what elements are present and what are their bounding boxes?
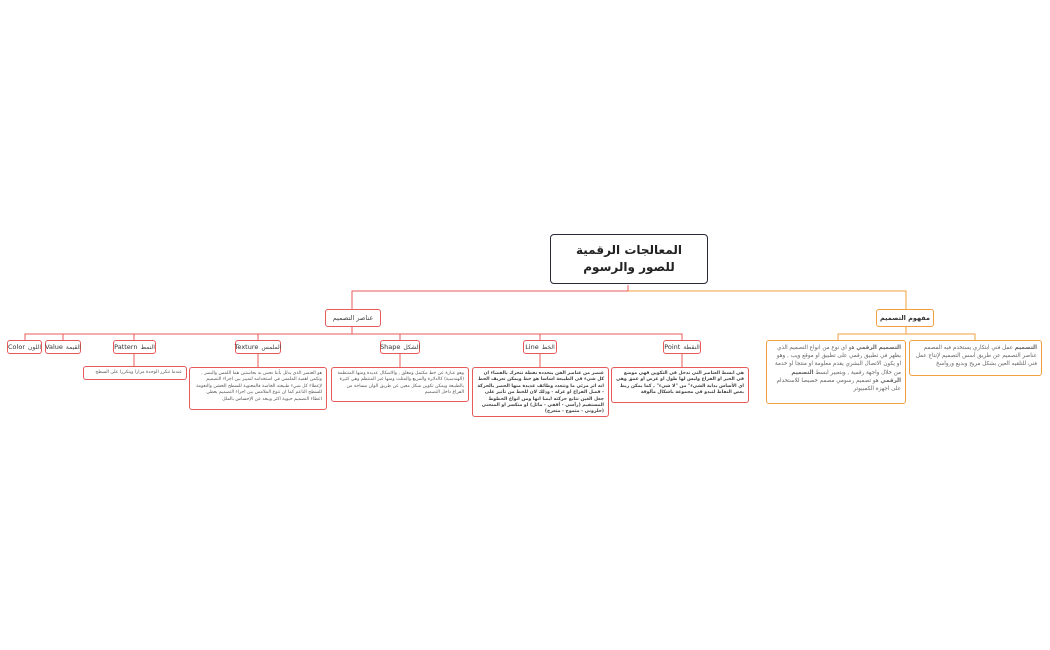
- item-value-en: Value: [45, 343, 63, 351]
- desc-design-lead: التصميم: [1014, 345, 1037, 351]
- desc-texture: هو العنصر الذي يدلل بأننا نحس به بحاستين هما اللمس والبصر , وتكمن اهمية الملمس في استخدامه لتمييز بين اجزاء التصميم لإعطاء كل شيء طبيعته الخاصة فالمعنوية للسطح الخشن والنعومة للسطح الناعم كما ان تنوع الملامس بين اجزاء التصميم يعطي اعطاء التصميم حيوية اكثر ويبعد عن الإحساس بالملل: [189, 367, 327, 410]
- connector-root-concept: [628, 291, 906, 309]
- branch-design-elements[interactable]: عناصر التصميم: [325, 309, 381, 327]
- desc-digital-design-tail: هو تصميم رسومي مصمم خصيصا للاستخدام على اجهزة الكمبيوتر: [776, 377, 901, 393]
- connector-root-elements: [352, 285, 628, 309]
- item-texture-en: Texture: [234, 343, 259, 351]
- item-texture[interactable]: [235, 340, 281, 354]
- branch-design-concept[interactable]: مفهوم التصميم: [876, 309, 934, 327]
- desc-design: [909, 340, 1042, 376]
- desc-digital-design: [766, 340, 906, 404]
- item-pattern-en: Pattern: [114, 343, 138, 351]
- desc-digital-design-lead: التصميم الرقمي: [856, 345, 901, 351]
- item-texture-ar: الملمس: [261, 343, 282, 351]
- desc-line: عنصر من عناصر الفن ينحدده نقطة تتحرك بالفضاء ان كل شيء في الطبيعة اساسا هو خط ويمكن تعريف الخط انه اثر مرئي ما وتتعدد وظائف عديدة منها الحصر بالحركة - فصل الفراغ او عزله - وذلك لان للخط من تأثير على جعل العين تتابع حركته ايضا انها ومن انواع الخطوط المستقيم (رأسي - أفقي - مائل) او منكسر او المنحني (حلزوني - متموج - متعرج): [472, 367, 609, 417]
- item-shape[interactable]: [380, 340, 420, 354]
- desc-point: هي ابسط العناصر التي تدخل في التكوين فهي موضع في الحيز او الفراغ وليس لها طول او عرض او عمق وهي اي الأساس بداية الشيء" من "لا شيء" , كما يمكن ربط بعض النقاط لتبدو في مجموعة باشكال مألوفة: [611, 367, 749, 403]
- item-point-ar: النقطة: [683, 343, 700, 351]
- item-shape-ar: الشكل: [403, 343, 421, 351]
- item-color-ar: اللون: [28, 343, 41, 351]
- item-pattern[interactable]: [113, 340, 156, 354]
- item-color-en: Color: [8, 343, 25, 351]
- desc-digital-design-body: هو اي نوع من انواع التصميم الذي يظهر في تطبيق رقمي على تطبيق او موقع ويب , وهو او يكون الاتصال البشري يقدم معلومة او منتجا او خدمة من خلال واجهة رقمية , وبتعبير ابسط: [774, 345, 901, 376]
- item-pattern-ar: النمط: [140, 343, 155, 351]
- item-value[interactable]: [45, 340, 81, 354]
- item-line-ar: الخط: [541, 343, 555, 351]
- item-value-ar: القيمة: [65, 343, 81, 351]
- root-node[interactable]: المعالجات الرقمية للصور والرسوم: [550, 234, 708, 284]
- item-line[interactable]: [523, 340, 557, 354]
- desc-design-body: عمل فني ابتكاري يستخدم فيه المصمم عناصر التصميم عن طريق أسس التصميم لإنتاج عمل فني للتلقيه العين بشكل مريح وبديع ورواسخ: [915, 345, 1037, 368]
- item-shape-en: Shape: [379, 343, 401, 351]
- item-line-en: Line: [525, 343, 539, 351]
- desc-digital-design-lead2: التصميم الرقمي: [791, 369, 901, 384]
- item-point[interactable]: [663, 340, 701, 354]
- item-color[interactable]: [7, 340, 42, 354]
- desc-shape: وهو عبارة عن خط مكتمل ومغلق , والاشكال عديدة ومنها المنتظمة (الهندسية) كالدائرة والمربع والمثلث ومنها غير المنتظم وهي كثيرة بالطبيعة ويمكن تكوين شكل معين عن طريق الوان مساحة من الفراغ داخل التصميم: [331, 367, 469, 402]
- item-point-en: Point: [664, 343, 681, 351]
- desc-pattern: عندما تتكرر الوحدة مرارا ويتكررا على السطح: [83, 366, 187, 380]
